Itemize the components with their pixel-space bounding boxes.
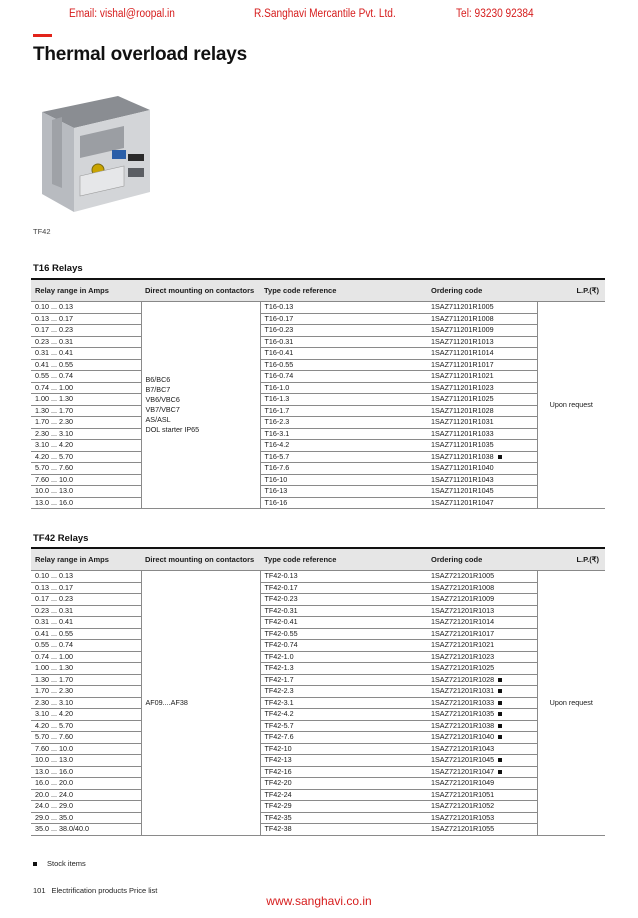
ordering-code-cell [427,663,537,675]
type-code-cell: TF42-10 [260,743,427,755]
type-code-cell: T16-4.2 [260,440,427,452]
ordering-code-text: 1SAZ711201R1009 [431,325,494,335]
ordering-code-cell [427,743,537,755]
table-row [31,474,605,486]
table-row [31,451,605,463]
ordering-code-text: 1SAZ721201R1040 [431,732,495,742]
type-code-cell: T16-13 [260,486,427,498]
relay-range-cell: 35.0 ... 38.0/40.0 [31,824,141,836]
relay-range-cell: 1.70 ... 2.30 [31,417,141,429]
table-row [31,394,605,406]
t16-relays-table [31,278,605,509]
type-code-cell: TF42-1.7 [260,674,427,686]
relay-range-cell: 1.00 ... 1.30 [31,663,141,675]
table-row [31,571,605,583]
table-row [31,371,605,383]
image-caption: TF42 [33,227,51,236]
type-code-cell: TF42-0.13 [260,571,427,583]
col-header-order: Ordering code [427,279,537,302]
ordering-code-text: 1SAZ711201R1005 [431,302,494,312]
relay-range-cell: 20.0 ... 24.0 [31,789,141,801]
header-phone[interactable]: Tel: 93230 92384 [456,8,534,20]
type-code-cell: T16-16 [260,497,427,509]
table-row [31,594,605,606]
relay-range-cell: 4.20 ... 5.70 [31,451,141,463]
page-title: Thermal overload relays [33,44,248,65]
relay-range-cell: 0.13 ... 0.17 [31,582,141,594]
type-code-cell: T16-1.3 [260,394,427,406]
ordering-code-cell [427,348,537,360]
col-header-order: Ordering code [427,548,537,571]
table-row [31,417,605,429]
ordering-code-text: 1SAZ711201R1033 [431,428,494,438]
relay-range-cell: 24.0 ... 29.0 [31,801,141,813]
type-code-cell: T16-3.1 [260,428,427,440]
ordering-code-cell [427,801,537,813]
table-row [31,674,605,686]
ordering-code-cell [427,405,537,417]
ordering-code-text: 1SAZ721201R1038 [431,720,495,730]
page-number: 101 [33,886,46,895]
ordering-code-cell [427,486,537,498]
relay-range-cell: 0.17 ... 0.23 [31,325,141,337]
stock-square-icon [498,678,502,682]
ordering-code-cell [427,571,537,583]
stock-square-icon [498,701,502,705]
stock-square-icon [498,735,502,739]
ordering-code-cell [427,732,537,744]
relay-range-cell: 1.00 ... 1.30 [31,394,141,406]
relay-range-cell: 0.74 ... 1.00 [31,382,141,394]
mounting-text: B6/BC6 B7/BC7 VB6/VBC6 VB7/VBC7 AS/ASL DOL starter IP65 [145,375,200,434]
type-code-cell: TF42-24 [260,789,427,801]
table-row [31,766,605,778]
ordering-code-cell [427,628,537,640]
type-code-cell: T16-7.6 [260,463,427,475]
stock-square-icon [498,724,502,728]
table-row [31,313,605,325]
table-row [31,789,605,801]
relay-range-cell: 5.70 ... 7.60 [31,463,141,475]
relay-range-cell: 0.41 ... 0.55 [31,628,141,640]
col-header-range: Relay range in Amps [31,548,141,571]
relay-range-cell: 0.74 ... 1.00 [31,651,141,663]
type-code-cell: TF42-29 [260,801,427,813]
list-price-cell: Upon request [537,571,605,836]
mounting-cell [141,571,260,836]
type-code-cell: TF42-0.31 [260,605,427,617]
mounting-cell [141,302,260,509]
ordering-code-cell [427,371,537,383]
table-row [31,778,605,790]
table-row [31,801,605,813]
ordering-code-text: 1SAZ711201R1040 [431,463,494,473]
relay-range-cell: 10.0 ... 13.0 [31,755,141,767]
table-row [31,348,605,360]
table-row [31,405,605,417]
ordering-code-cell [427,709,537,721]
ordering-code-text: 1SAZ711201R1043 [431,474,494,484]
website-link[interactable]: www.sanghavi.co.in [266,894,372,908]
ordering-code-text: 1SAZ721201R1013 [431,605,495,615]
contact-header [0,8,638,22]
relay-range-cell: 3.10 ... 4.20 [31,440,141,452]
table-row [31,325,605,337]
ordering-code-cell [427,359,537,371]
table-row [31,336,605,348]
type-code-cell: T16-0.17 [260,313,427,325]
table-header-row [31,548,605,571]
ordering-code-cell [427,789,537,801]
relay-range-cell: 13.0 ... 16.0 [31,766,141,778]
product-image [0,90,190,220]
table-row [31,605,605,617]
type-code-cell: TF42-0.55 [260,628,427,640]
relay-range-cell: 3.10 ... 4.20 [31,709,141,721]
ordering-code-text: 1SAZ721201R1049 [431,778,495,788]
table-row [31,628,605,640]
ordering-code-cell [427,428,537,440]
relay-range-cell: 5.70 ... 7.60 [31,732,141,744]
ordering-code-cell [427,697,537,709]
type-code-cell: TF42-7.6 [260,732,427,744]
stock-square-icon [33,862,37,866]
ordering-code-text: 1SAZ711201R1021 [431,371,494,381]
table-row [31,732,605,744]
relay-range-cell: 7.60 ... 10.0 [31,474,141,486]
relay-range-cell: 10.0 ... 13.0 [31,486,141,498]
type-code-cell: T16-5.7 [260,451,427,463]
ordering-code-cell [427,382,537,394]
stock-legend [33,859,86,868]
ordering-code-text: 1SAZ711201R1025 [431,394,494,404]
col-header-range: Relay range in Amps [31,279,141,302]
ordering-code-text: 1SAZ711201R1035 [431,440,494,450]
ordering-code-text: 1SAZ721201R1051 [431,789,495,799]
type-code-cell: TF42-1.0 [260,651,427,663]
table-row [31,651,605,663]
ordering-code-cell [427,451,537,463]
table-row [31,640,605,652]
table-row [31,359,605,371]
ordering-code-text: 1SAZ721201R1021 [431,640,495,650]
relay-range-cell: 1.30 ... 1.70 [31,405,141,417]
type-code-cell: T16-2.3 [260,417,427,429]
doc-title: Electrification products Price list [51,886,158,895]
col-header-lp: L.P.(₹) [537,548,605,571]
relay-range-cell: 0.23 ... 0.31 [31,605,141,617]
ordering-code-text: 1SAZ711201R1013 [431,336,494,346]
table-row [31,463,605,475]
ordering-code-text: 1SAZ721201R1045 [431,755,495,765]
table-row [31,709,605,721]
title-accent-bar [33,34,52,37]
relay-range-cell: 4.20 ... 5.70 [31,720,141,732]
relay-range-cell: 1.30 ... 1.70 [31,674,141,686]
table-row [31,582,605,594]
ordering-code-cell [427,686,537,698]
ordering-code-cell [427,755,537,767]
ordering-code-text: 1SAZ711201R1017 [431,359,494,369]
ordering-code-text: 1SAZ711201R1028 [431,405,494,415]
type-code-cell: T16-0.13 [260,302,427,314]
table-row [31,617,605,629]
ordering-code-cell [427,463,537,475]
relay-range-cell: 0.41 ... 0.55 [31,359,141,371]
ordering-code-cell [427,302,537,314]
type-code-cell: TF42-0.17 [260,582,427,594]
ordering-code-text: 1SAZ711201R1023 [431,382,494,392]
ordering-code-text: 1SAZ721201R1014 [431,617,495,627]
relay-range-cell: 0.31 ... 0.41 [31,617,141,629]
ordering-code-text: 1SAZ721201R1005 [431,571,495,581]
col-header-type: Type code reference [260,279,427,302]
type-code-cell: TF42-20 [260,778,427,790]
relay-range-cell: 1.70 ... 2.30 [31,686,141,698]
type-code-cell: TF42-1.3 [260,663,427,675]
ordering-code-text: 1SAZ721201R1035 [431,709,495,719]
type-code-cell: TF42-0.23 [260,594,427,606]
legend-text: Stock items [47,859,86,868]
ordering-code-text: 1SAZ711201R1014 [431,348,494,358]
table-row [31,812,605,824]
col-header-lp: L.P.(₹) [537,279,605,302]
table-row [31,440,605,452]
ordering-code-cell [427,336,537,348]
relay-range-cell: 0.10 ... 0.13 [31,302,141,314]
ordering-code-text: 1SAZ721201R1055 [431,824,495,834]
relay-range-cell: 0.10 ... 0.13 [31,571,141,583]
type-code-cell: TF42-0.74 [260,640,427,652]
table-row [31,743,605,755]
relay-range-cell: 2.30 ... 3.10 [31,697,141,709]
relay-range-cell: 7.60 ... 10.0 [31,743,141,755]
ordering-code-cell [427,313,537,325]
ordering-code-cell [427,720,537,732]
table-row [31,663,605,675]
col-header-mounting: Direct mounting on contactors [141,548,260,571]
ordering-code-text: 1SAZ721201R1053 [431,812,495,822]
ordering-code-text: 1SAZ721201R1047 [431,766,495,776]
table-row [31,497,605,509]
ordering-code-cell [427,497,537,509]
ordering-code-cell [427,651,537,663]
ordering-code-cell [427,640,537,652]
type-code-cell: TF42-5.7 [260,720,427,732]
table-header-row [31,279,605,302]
ordering-code-cell [427,778,537,790]
tf42-section-title: TF42 Relays [33,533,89,544]
type-code-cell: T16-0.55 [260,359,427,371]
ordering-code-text: 1SAZ711201R1008 [431,313,494,323]
relay-range-cell: 0.55 ... 0.74 [31,371,141,383]
stock-square-icon [498,455,502,459]
ordering-code-text: 1SAZ721201R1025 [431,663,495,673]
ordering-code-text: 1SAZ711201R1045 [431,486,494,496]
type-code-cell: T16-1.7 [260,405,427,417]
list-price-cell: Upon request [537,302,605,509]
relay-range-cell: 2.30 ... 3.10 [31,428,141,440]
type-code-cell: T16-1.0 [260,382,427,394]
type-code-cell: T16-0.74 [260,371,427,383]
relay-range-cell: 0.13 ... 0.17 [31,313,141,325]
col-header-type: Type code reference [260,548,427,571]
stock-square-icon [498,758,502,762]
ordering-code-text: 1SAZ711201R1038 [431,451,494,461]
type-code-cell: TF42-3.1 [260,697,427,709]
type-code-cell: T16-0.23 [260,325,427,337]
stock-square-icon [498,712,502,716]
table-row [31,697,605,709]
type-code-cell: TF42-16 [260,766,427,778]
col-header-mounting: Direct mounting on contactors [141,279,260,302]
table-row [31,302,605,314]
table-row [31,720,605,732]
type-code-cell: TF42-4.2 [260,709,427,721]
ordering-code-cell [427,812,537,824]
ordering-code-text: 1SAZ711201R1031 [431,417,494,427]
mounting-text: AF09....AF38 [145,697,188,707]
relay-range-cell: 0.55 ... 0.74 [31,640,141,652]
type-code-cell: TF42-0.41 [260,617,427,629]
ordering-code-cell [427,605,537,617]
relay-photo-illustration [0,90,190,220]
type-code-cell: T16-0.41 [260,348,427,360]
table-row [31,824,605,836]
ordering-code-text: 1SAZ721201R1052 [431,801,495,811]
type-code-cell: T16-0.31 [260,336,427,348]
type-code-cell: T16-10 [260,474,427,486]
ordering-code-cell [427,582,537,594]
relay-range-cell: 0.17 ... 0.23 [31,594,141,606]
ordering-code-text: 1SAZ721201R1009 [431,594,495,604]
ordering-code-text: 1SAZ721201R1028 [431,674,495,684]
table-row [31,755,605,767]
ordering-code-cell [427,674,537,686]
ordering-code-text: 1SAZ721201R1023 [431,651,495,661]
t16-section-title: T16 Relays [33,263,83,274]
ordering-code-cell [427,594,537,606]
header-company: R.Sanghavi Mercantile Pvt. Ltd. [254,8,396,20]
relay-range-cell: 29.0 ... 35.0 [31,812,141,824]
ordering-code-text: 1SAZ721201R1008 [431,582,495,592]
table-row [31,486,605,498]
header-email[interactable]: Email: vishal@roopal.in [69,8,175,20]
table-row [31,428,605,440]
ordering-code-text: 1SAZ721201R1031 [431,686,495,696]
type-code-cell: TF42-35 [260,812,427,824]
ordering-code-text: 1SAZ721201R1017 [431,628,495,638]
ordering-code-cell [427,417,537,429]
ordering-code-text: 1SAZ711201R1047 [431,497,494,507]
relay-range-cell: 0.23 ... 0.31 [31,336,141,348]
type-code-cell: TF42-2.3 [260,686,427,698]
ordering-code-cell [427,617,537,629]
ordering-code-text: 1SAZ721201R1043 [431,743,495,753]
stock-square-icon [498,689,502,693]
table-row [31,686,605,698]
relay-range-cell: 13.0 ... 16.0 [31,497,141,509]
ordering-code-cell [427,325,537,337]
ordering-code-cell [427,766,537,778]
tf42-relays-table [31,547,605,836]
ordering-code-cell [427,440,537,452]
table-row [31,382,605,394]
relay-range-cell: 16.0 ... 20.0 [31,778,141,790]
stock-square-icon [498,770,502,774]
ordering-code-cell [427,474,537,486]
ordering-code-cell [427,394,537,406]
ordering-code-text: 1SAZ721201R1033 [431,697,495,707]
type-code-cell: TF42-13 [260,755,427,767]
type-code-cell: TF42-38 [260,824,427,836]
ordering-code-cell [427,824,537,836]
relay-range-cell: 0.31 ... 0.41 [31,348,141,360]
